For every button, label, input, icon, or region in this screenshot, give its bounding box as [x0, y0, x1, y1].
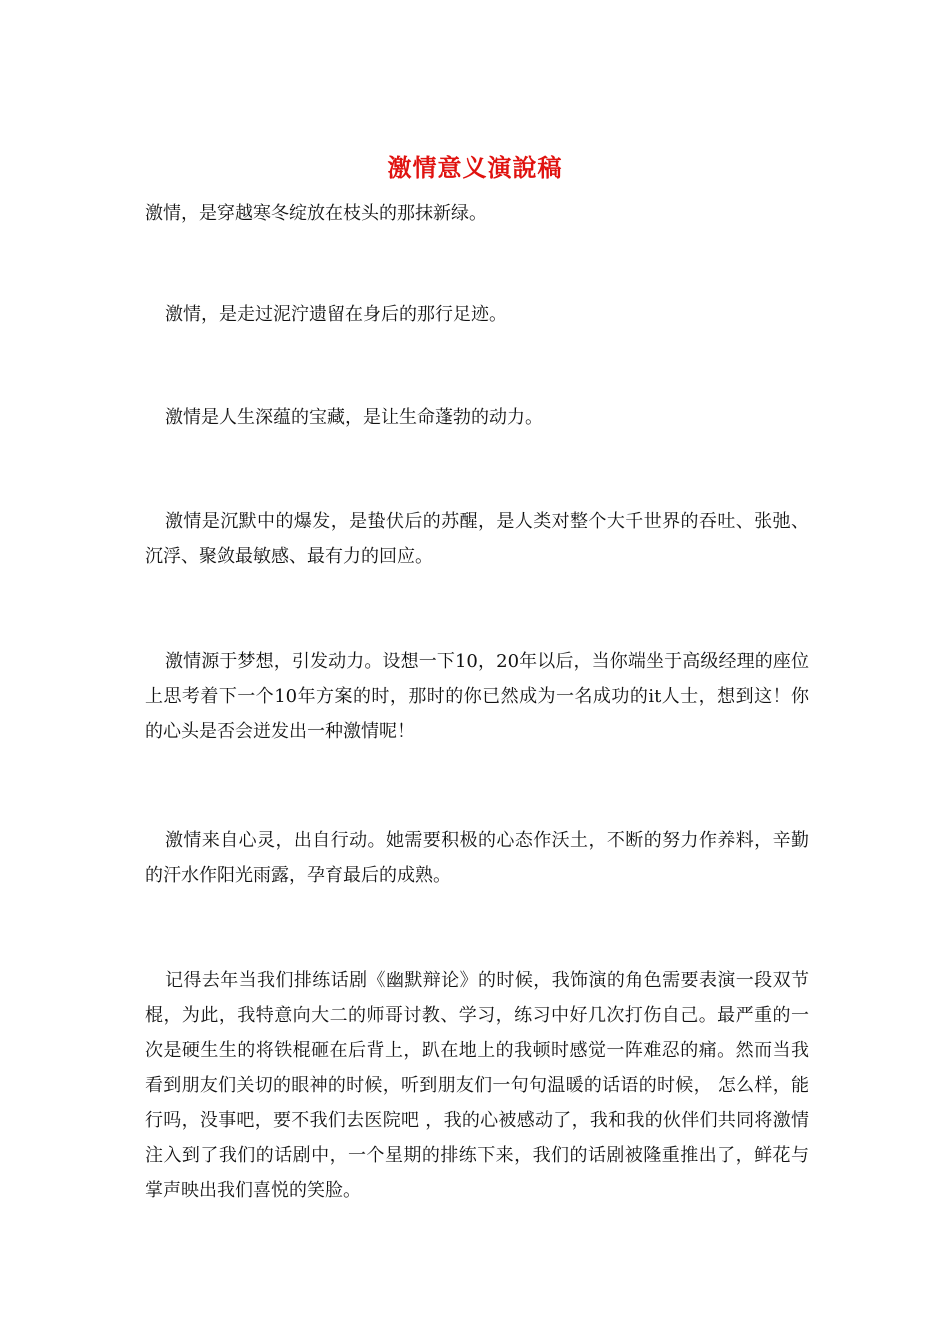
paragraph-5: 激情源于梦想，引发动力。设想一下10，20年以后，当你端坐于高级经理的座位上思考着下一个10年方案的时，那时的你已然成为一名成功的it人士，想到这！你的心头是否会迸发出一种激情呢！ [145, 651, 809, 742]
paragraph-3: 激情是人生深蕴的宝藏，是让生命蓬勃的动力。 [165, 407, 543, 428]
paragraph-1: 激情，是穿越寒冬绽放在枝头的那抹新绿。 [145, 203, 487, 224]
paragraph-6: 激情来自心灵，出自行动。她需要积极的心态作沃土，不断的努力作养料，辛勤的汗水作阳光雨露，孕育最后的成熟。 [145, 830, 809, 886]
document-title: 激情意义演說稿 [387, 153, 563, 182]
paragraph-4: 激情是沉默中的爆发，是蛰伏后的苏醒，是人类对整个大千世界的吞吐、张弛、沉浮、聚敛最敏感、最有力的回应。 [145, 511, 809, 567]
paragraph-2: 激情，是走过泥泞遗留在身后的那行足迹。 [165, 304, 507, 325]
paragraph-7: 记得去年当我们排练话剧《幽默辩论》的时候，我饰演的角色需要表演一段双节棍，为此，我特意向大二的师哥讨教、学习，练习中好几次打伤自己。最严重的一次是硬生生的将铁棍砸在后背上，趴在地上的我顿时感觉一阵难忍的痛。然而当我看到朋友们关切的眼神的时候，听到朋友们一句句温暖的话语的时候， 怎么样，能行吗，没事吧，要不我们去医院吧 ，我的心被感动了，我和我的伙伴们共同将激情注入到了我们的话剧中，一个星期的排练下来，我们的话剧被隆重推出了，鲜花与掌声映出我们喜悦的笑脸。 [145, 970, 809, 1201]
